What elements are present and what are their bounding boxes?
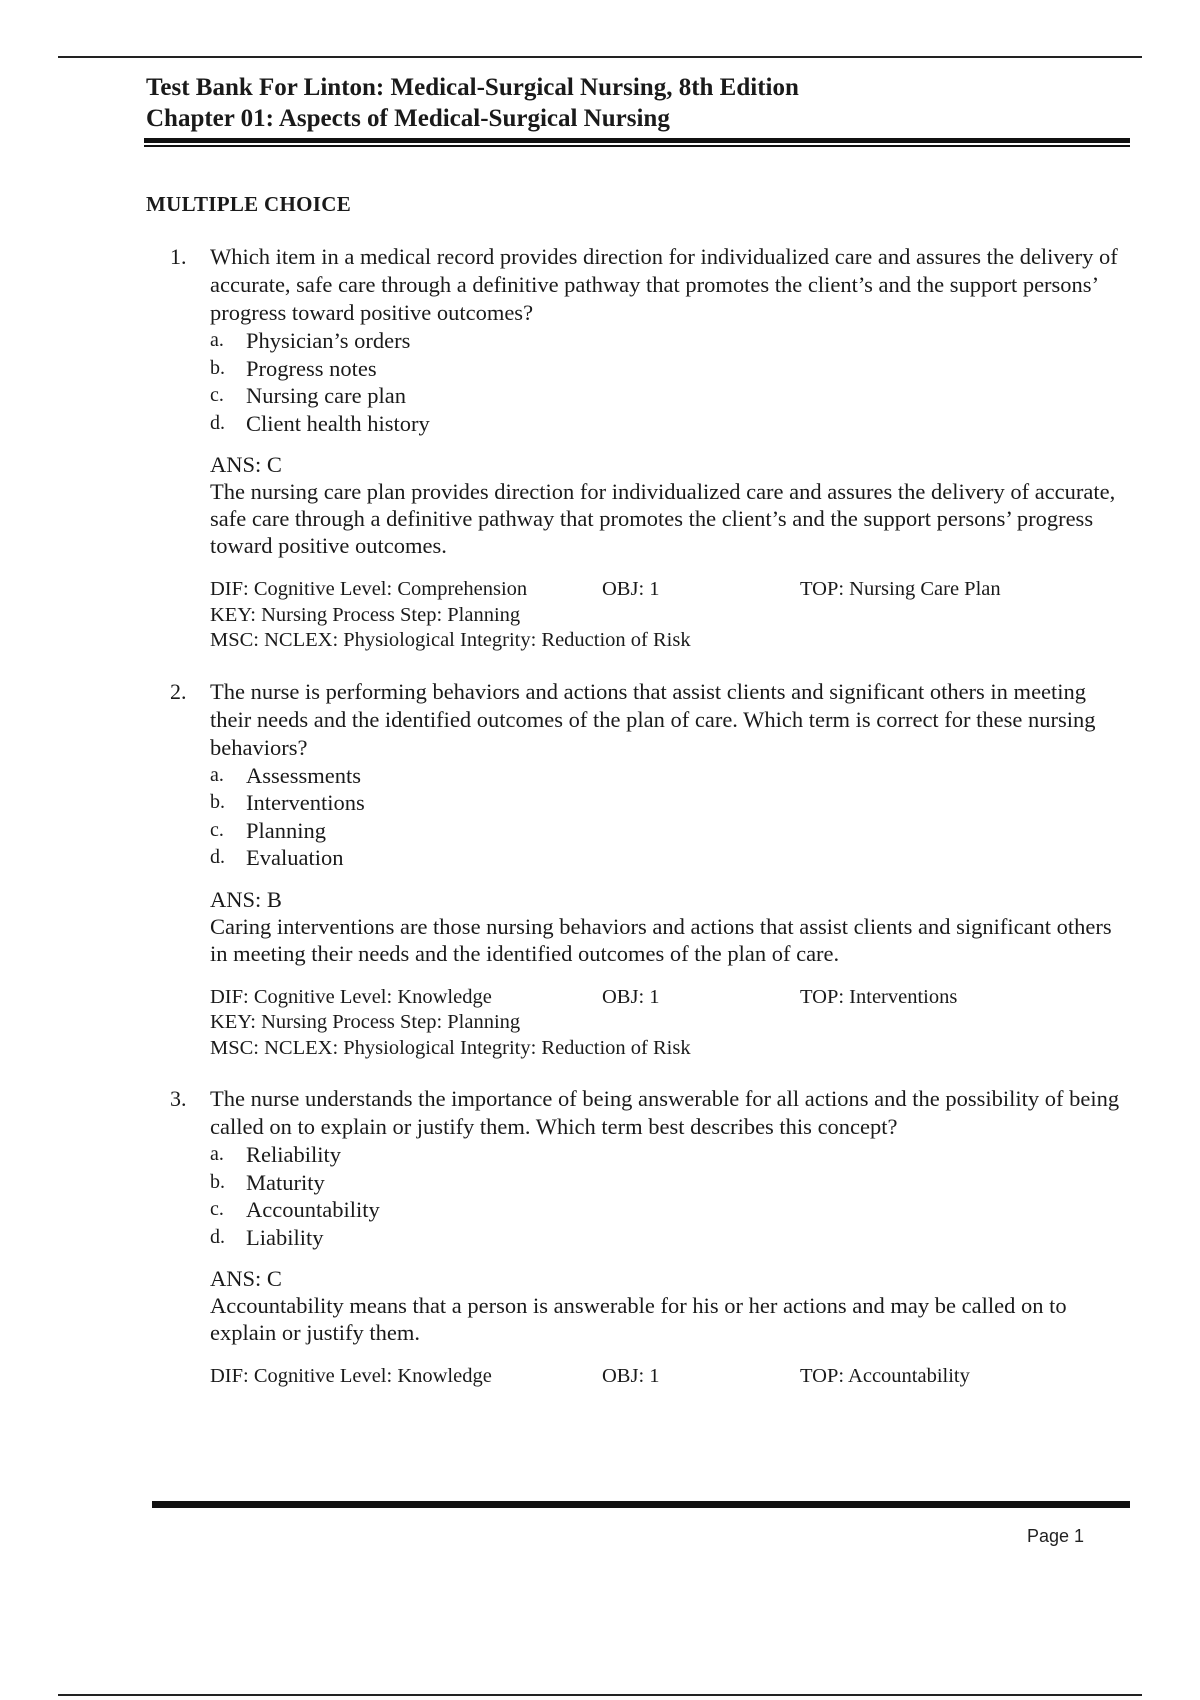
option-text: Accountability (246, 1197, 380, 1222)
option-text: Client health history (246, 410, 430, 436)
option-text: Assessments (246, 762, 362, 788)
option-letter: c. (210, 1198, 224, 1220)
difficulty: DIF: Cognitive Level: Knowledge (210, 985, 492, 1008)
meta-row (210, 603, 1120, 629)
msc-category: MSC: NCLEX: Physiological Integrity: Reduction of Risk (210, 1036, 691, 1059)
option-text: Interventions (246, 790, 365, 815)
option-a (210, 1141, 1120, 1169)
option-text: Progress notes (246, 355, 377, 381)
meta-row (210, 985, 1120, 1011)
keyword: KEY: Nursing Process Step: Planning (210, 1011, 521, 1033)
option-letter: d. (210, 1225, 225, 1248)
question-metadata (210, 1364, 1120, 1390)
option-letter: a. (210, 763, 224, 786)
option-b (210, 355, 1120, 383)
option-list (210, 762, 1120, 872)
question-2 (170, 678, 1120, 1062)
meta-row (210, 1364, 1120, 1390)
chapter-title: Chapter 01: Aspects of Medical-Surgical Nursing (146, 105, 670, 132)
option-letter: a. (210, 1143, 224, 1165)
option-letter: c. (210, 818, 224, 841)
bottom-divider (58, 1694, 1142, 1696)
option-b (210, 789, 1120, 817)
top-divider (58, 56, 1142, 58)
section-title: MULTIPLE CHOICE (146, 192, 352, 216)
answer-key: ANS: C (210, 452, 282, 477)
option-d (210, 844, 1120, 872)
question-metadata (210, 985, 1120, 1062)
footer-rule (152, 1501, 1130, 1508)
document-title: Test Bank For Linton: Medical-Surgical Nursing, 8th Edition (146, 74, 799, 101)
meta-row (210, 1010, 1120, 1036)
option-letter: d. (210, 411, 225, 434)
option-text: Planning (246, 817, 327, 843)
document-header (146, 72, 1130, 134)
option-c (210, 1196, 1120, 1224)
question-1 (170, 243, 1120, 654)
answer-rationale: The nursing care plan provides direction for individualized care and assures the delivery of accurate, safe care through a definitive pathway that promotes the client’s and the support persons’ progress toward positive outcomes. (210, 479, 1116, 558)
question-number: 2. (170, 678, 187, 704)
option-a (210, 327, 1120, 355)
option-text: Maturity (246, 1169, 325, 1195)
answer-key: ANS: B (210, 886, 282, 912)
option-letter: d. (210, 846, 225, 868)
difficulty: DIF: Cognitive Level: Knowledge (210, 1365, 492, 1387)
msc-category: MSC: NCLEX: Physiological Integrity: Reduction of Risk (210, 629, 691, 651)
objective: OBJ: 1 (602, 578, 660, 600)
answer-rationale: Accountability means that a person is answerable for his or her actions and may be called on to explain or justify them. (210, 1293, 1067, 1345)
option-b (210, 1169, 1120, 1197)
question-list (170, 243, 1120, 1414)
topic: TOP: Nursing Care Plan (800, 578, 1001, 600)
topic: TOP: Accountability (800, 1365, 970, 1387)
question-stem: The nurse is performing behaviors and actions that assist clients and significant others in meeting their needs and the identified outcomes of the plan of care. Which term is correct for these nursing behaviors? (210, 678, 1096, 760)
option-letter: b. (210, 1170, 225, 1193)
question-metadata (210, 577, 1120, 654)
question-number: 1. (170, 244, 187, 269)
option-d (210, 1224, 1120, 1252)
keyword: KEY: Nursing Process Step: Planning (210, 603, 521, 626)
question-number: 3. (170, 1086, 187, 1111)
objective: OBJ: 1 (602, 1365, 660, 1387)
topic: TOP: Interventions (800, 985, 958, 1008)
header-rule-thick (144, 138, 1130, 143)
answer-rationale: Caring interventions are those nursing behaviors and actions that assist clients and significant others in meeting their needs and the identified outcomes of the plan of care. (210, 913, 1112, 966)
difficulty: DIF: Cognitive Level: Comprehension (210, 578, 528, 600)
option-d (210, 410, 1120, 438)
question-3 (170, 1085, 1120, 1390)
option-c (210, 382, 1120, 410)
option-text: Liability (246, 1224, 324, 1250)
answer-key: ANS: C (210, 1266, 282, 1291)
option-text: Physician’s orders (246, 328, 411, 353)
answer-block (210, 886, 1120, 967)
option-letter: c. (210, 384, 224, 406)
objective: OBJ: 1 (602, 985, 660, 1008)
option-list (210, 1141, 1120, 1251)
meta-row (210, 628, 1120, 654)
answer-block (210, 451, 1120, 559)
option-letter: a. (210, 329, 224, 351)
question-stem: The nurse understands the importance of being answerable for all actions and the possibility of being called on to explain or justify them. Which term best describes this concept? (210, 1086, 1120, 1139)
option-a (210, 762, 1120, 790)
option-text: Evaluation (246, 845, 344, 870)
meta-row (210, 1036, 1120, 1062)
header-rule-thin (144, 145, 1130, 147)
answer-block (210, 1265, 1120, 1346)
option-list (210, 327, 1120, 437)
option-c (210, 817, 1120, 845)
page-number: Page 1 (1026, 1526, 1084, 1546)
option-text: Reliability (246, 1142, 341, 1167)
option-text: Nursing care plan (246, 383, 406, 408)
option-letter: b. (210, 356, 225, 379)
question-stem: Which item in a medical record provides direction for individualized care and assures the delivery of accurate, safe care through a definitive pathway that promotes the client’s and the support persons’ progress toward positive outcomes? (210, 244, 1118, 325)
meta-row (210, 577, 1120, 603)
option-letter: b. (210, 791, 225, 813)
